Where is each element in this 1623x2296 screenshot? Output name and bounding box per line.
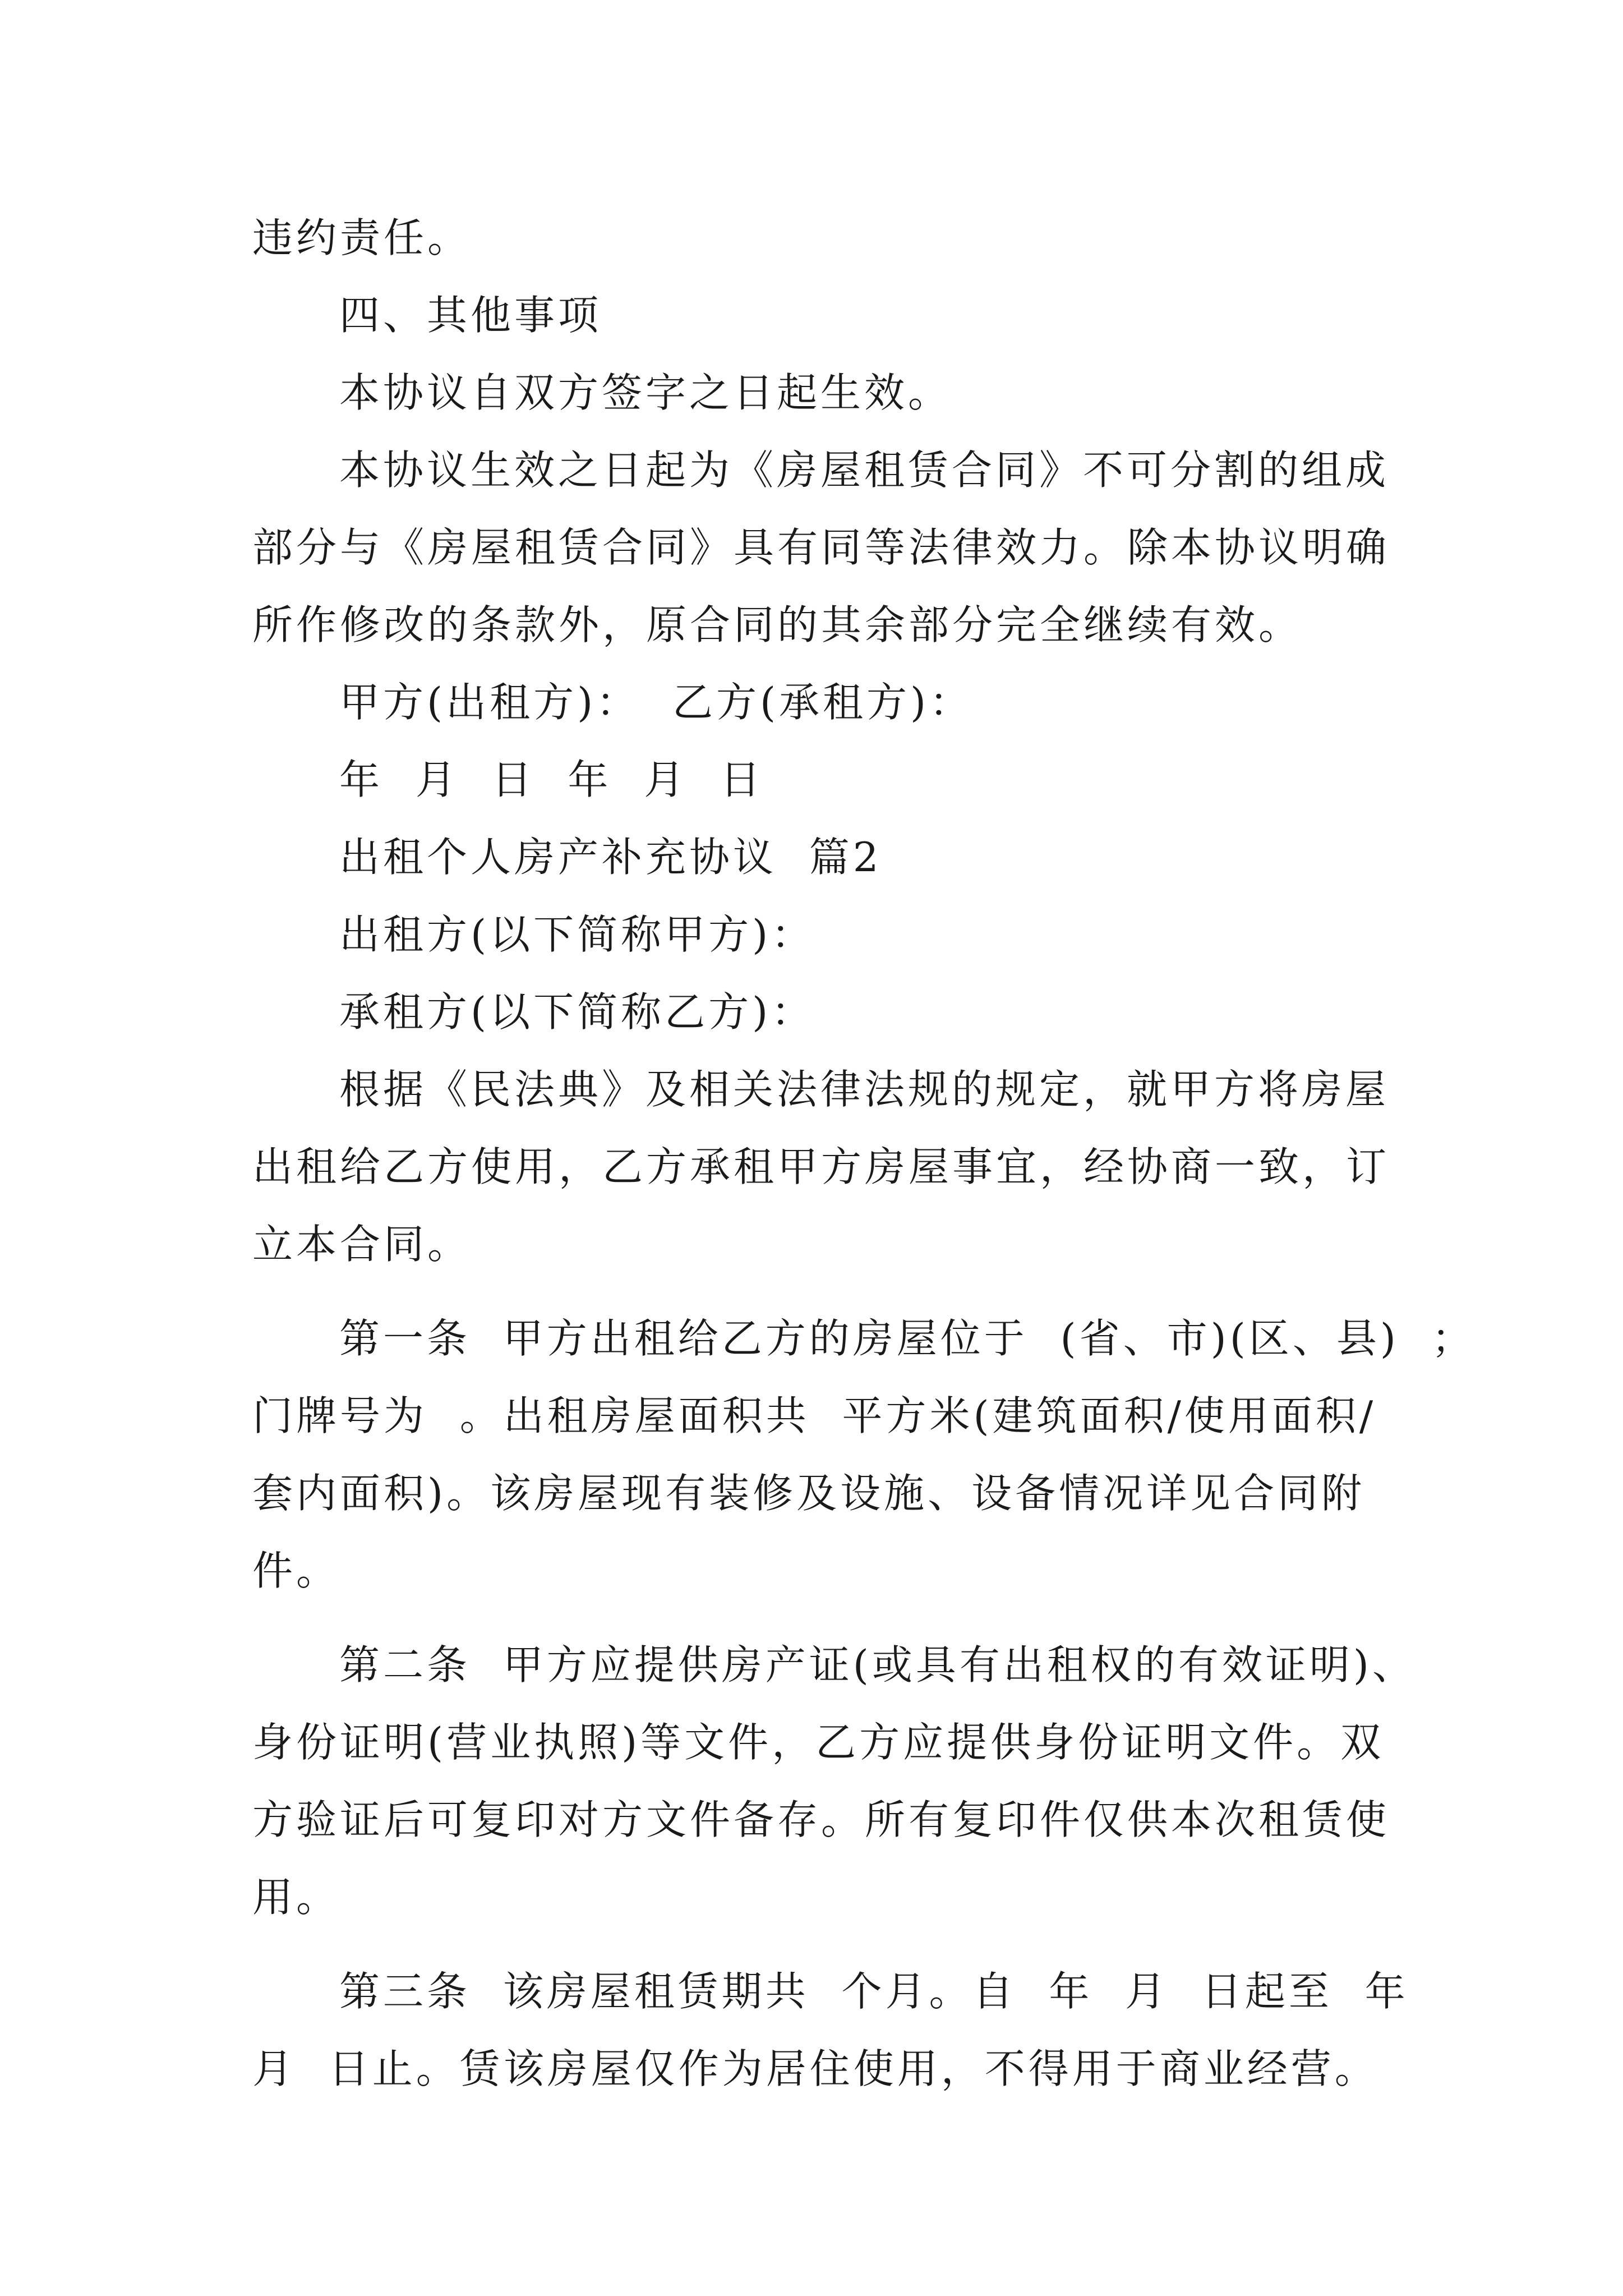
text-line: 部分与《房屋租赁合同》具有同等法律效力。除本协议明确	[252, 524, 1390, 571]
document-body	[252, 199, 1476, 2108]
section-heading: 四、其他事项	[339, 292, 602, 339]
document-title: 出租个人房产补充协议 篇2	[339, 834, 882, 881]
date-line: 年 月 日 年 月 日	[339, 756, 764, 803]
text-line: 套内面积)。该房屋现有装修及设施、设备情况详见合同附	[252, 1470, 1366, 1517]
article-3-line: 第三条 该房屋租赁期共 个月。自 年 月 日起至 年	[339, 1968, 1409, 2015]
paragraph-gap	[252, 1283, 1380, 1300]
text-line: 立本合同。	[252, 1221, 472, 1268]
text-line: 所作修改的条款外，原合同的其余部分完全继续有效。	[252, 601, 1303, 648]
text-line: 门牌号为 。出租房屋面积共 平方米(建筑面积/使用面积/	[252, 1392, 1377, 1439]
lessor-line: 出租方(以下简称甲方)：	[339, 911, 815, 958]
lessee-line: 承租方(以下简称乙方)：	[339, 988, 815, 1036]
paragraph-gap	[252, 1936, 1380, 1953]
text-line: 根据《民法典》及相关法律法规的规定，就甲方将房屋	[339, 1066, 1390, 1113]
paragraph-gap	[252, 1609, 1380, 1626]
signature-parties-line: 甲方(出租方)： 乙方(承租方)：	[339, 679, 974, 726]
text-line: 用。	[252, 1874, 340, 1921]
text-line: 身份证明(营业执照)等文件，乙方应提供身份证明文件。双	[252, 1719, 1385, 1766]
text-line: 出租给乙方使用，乙方承租甲方房屋事宜，经协商一致，订	[252, 1143, 1390, 1190]
text-line: 方验证后可复印对方文件备存。所有复印件仅供本次租赁使	[252, 1796, 1390, 1843]
text-line: 本协议自双方签字之日起生效。	[339, 369, 952, 416]
text-line: 违约责任。	[252, 214, 472, 261]
text-line: 月 日止。赁该房屋仅作为居住使用，不得用于商业经营。	[252, 2045, 1378, 2092]
text-line: 本协议生效之日起为《房屋租赁合同》不可分割的组成	[339, 447, 1390, 494]
article-1-line: 第一条 甲方出租给乙方的房屋位于 (省、市)(区、县) ；	[339, 1315, 1476, 1362]
text-line: 件。	[252, 1547, 340, 1594]
article-2-line: 第二条 甲方应提供房产证(或具有出租权的有效证明)、	[339, 1641, 1416, 1688]
